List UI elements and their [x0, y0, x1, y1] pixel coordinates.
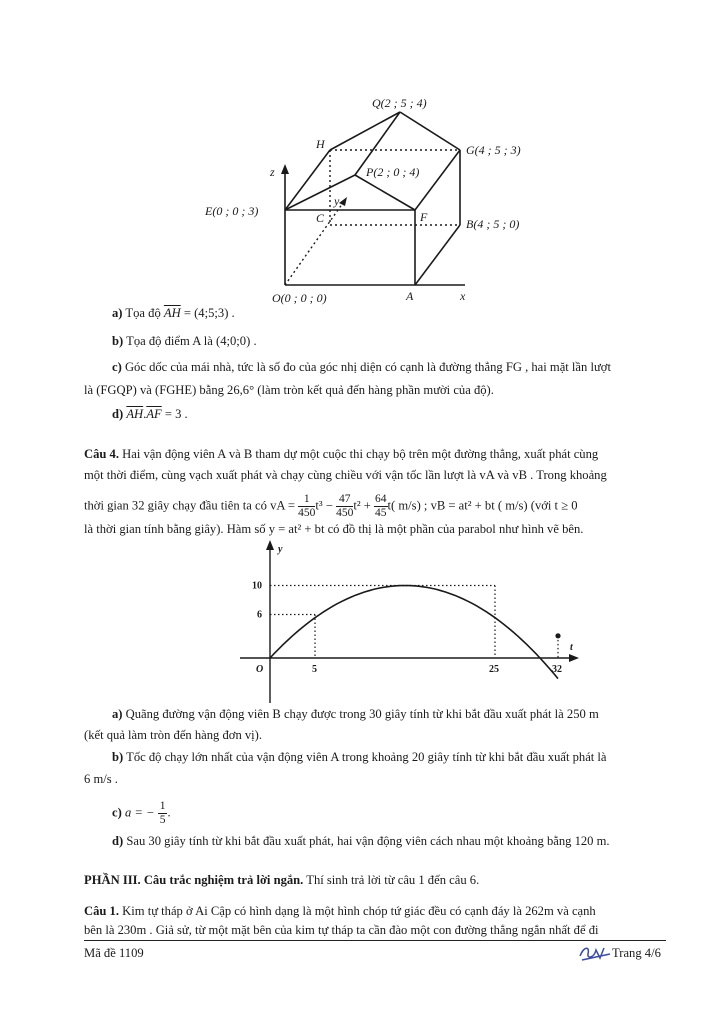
q1-line1: Câu 1. Kim tự tháp ở Ai Cập có hình dạng là một hình chóp tứ giác đều có cạnh đáy là 262m và cạnh: [84, 904, 596, 918]
q4-option-a: a) Quãng đường vận động viên B chạy được trong 30 giây tính từ khi bắt đầu xuất phát là 250 m: [112, 707, 599, 721]
y-arrow-icon: [339, 197, 347, 206]
label-O: O(0 ; 0 ; 0): [272, 291, 327, 305]
edge-QG: [400, 112, 460, 150]
q4-line2: một thời điểm, cùng vạch xuất phát và chạy cùng chiều với vận tốc lần lượt là vA và vB . Trong khoảng: [84, 468, 607, 482]
signature-mark-icon: [578, 942, 612, 964]
label-x: x: [460, 289, 466, 303]
label-z: z: [270, 165, 275, 179]
q4-option-b: b) Tốc độ chạy lớn nhất của vận động viên A trong khoảng 20 giây tính từ khi bắt đầu xuất phát là: [112, 750, 607, 764]
q3-option-c-line2: là (FGQP) và (FGHE) bằng 26,6° (làm tròn kết quả đến hàng phần mười của độ).: [84, 383, 494, 397]
x-tick-label: 32: [552, 664, 562, 675]
chart-ylabel: y: [278, 544, 283, 555]
label-B: B(4 ; 5 ; 0): [466, 217, 520, 231]
page-number: Trang 4/6: [612, 946, 661, 960]
part3-heading: PHẦN III. Câu trắc nghiệm trả lời ngắn. Thí sinh trả lời từ câu 1 đến câu 6.: [84, 873, 480, 887]
fraction-c: $\frac{1}{5}$: [159, 800, 166, 826]
label-F: F: [420, 210, 428, 224]
exam-code: Mã đề 1109: [84, 946, 144, 960]
edge-HQ: [330, 112, 400, 150]
chart-xlabel: t: [570, 642, 573, 653]
label-E: E(0 ; 0 ; 3): [205, 204, 259, 218]
y-tick-label: 10: [252, 580, 262, 592]
label-C: C: [316, 211, 325, 225]
q3-option-b: b) Tọa độ điểm A là (4;0;0) .: [112, 334, 257, 348]
edge-FG: [415, 150, 460, 210]
chart-x-arrow-icon: [569, 654, 579, 662]
label-H: H: [316, 137, 325, 151]
q4-line4: là thời gian tính bằng giây). Hàm số y = at² + bt có đồ thị là một phần của parabol như hình vẽ bên.: [84, 522, 584, 536]
label-y: y: [334, 194, 340, 208]
label-Q: Q(2 ; 5 ; 4): [372, 96, 427, 110]
q4-option-d: d) Sau 30 giây tính từ khi bắt đầu xuất phát, hai vận động viên cách nhau một khoảng bằng 120 m.: [112, 834, 610, 848]
q3-option-a: a) Tọa độ $\overline{AH}$ = (4;5;3) .: [112, 306, 235, 320]
edge-PF: [355, 175, 415, 210]
label-A: A: [406, 289, 414, 303]
house-3d-figure: [200, 92, 560, 312]
x-tick-label: 25: [489, 664, 499, 675]
x-tick-label: 5: [312, 664, 317, 675]
chart-origin-label: O: [256, 664, 264, 675]
q4-option-c: c) a = − $\frac{1}{5}$ .: [112, 800, 171, 826]
edge-EH: [285, 150, 330, 210]
q3-option-c: c) Góc dốc của mái nhà, tức là số đo của góc nhị diện có cạnh là đường thẳng FG , hai mặt lần lượt: [112, 360, 611, 374]
fraction-1: $\frac{1}{450}$: [298, 493, 316, 519]
q4-option-a-line2: (kết quả làm tròn đến hàng đơn vị).: [84, 728, 263, 742]
footer-divider: [84, 940, 666, 941]
edge-AB: [415, 225, 460, 285]
chart-y-arrow-icon: [266, 540, 274, 550]
q3-option-d: d) $\overline{AH}.\overline{AF} = 3$ .: [112, 407, 188, 421]
label-P: P(2 ; 0 ; 4): [366, 165, 420, 179]
q4-line3: thời gian 32 giây chạy đầu tiên ta có vA = $\frac{1}{450}$ t³ − $\frac{47}{450}$ t² + $\frac{64}{45}$ t( m/s) ; vB = at² + bt ( m/s) (với t ≥ 0: [84, 493, 578, 519]
q4-line1: Câu 4. Hai vận động viên A và B tham dự một cuộc thi chạy bộ trên một đường thẳng, xuất phát cùng: [84, 447, 599, 461]
q1-line2: bên là 230m . Giả sử, từ một mặt bên của kim tự tháp ta cần đào một con đường thẳng ngắn nhất để đi: [84, 923, 599, 937]
q4-option-b-line2: 6 m/s .: [84, 772, 118, 786]
fraction-3: $\frac{64}{45}$: [375, 493, 387, 519]
parabola-chart: [240, 538, 580, 703]
y-tick-label: 6: [257, 609, 262, 621]
z-arrow-icon: [281, 164, 289, 174]
y-axis: [285, 200, 345, 285]
fraction-2: $\frac{47}{450}$: [336, 493, 354, 519]
label-G: G(4 ; 5 ; 3): [466, 143, 521, 157]
